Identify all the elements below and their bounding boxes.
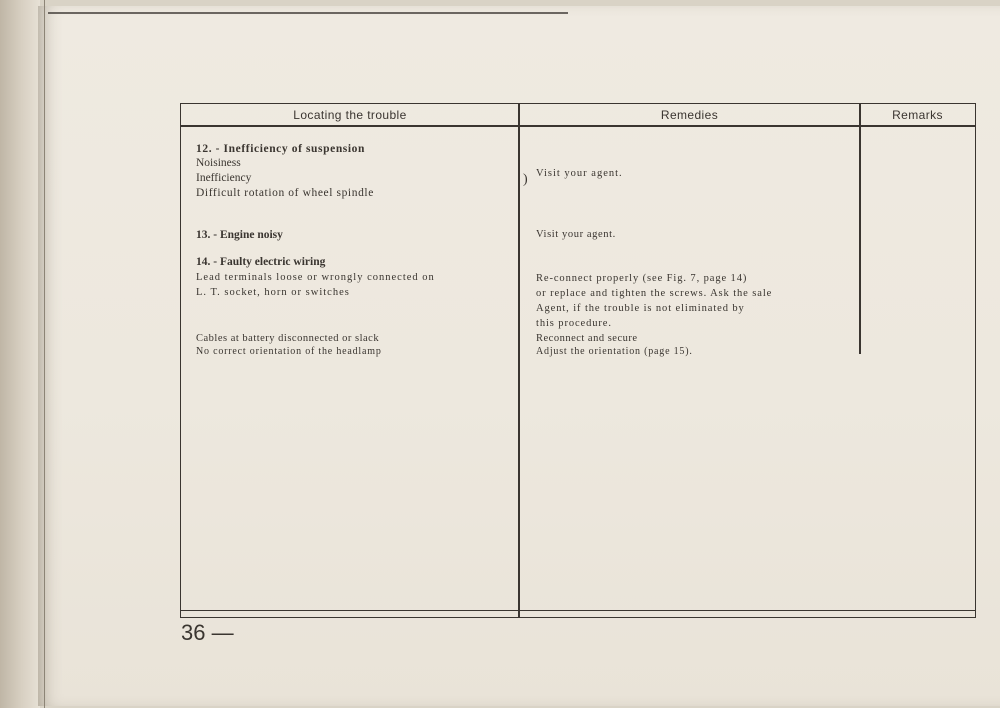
section-12-remedy: Visit your agent.	[536, 168, 623, 179]
table-header-divider	[181, 125, 976, 127]
section-14-remedy: Adjust the orientation (page 15).	[536, 346, 693, 357]
section-14-remedy: Reconnect and secure	[536, 333, 638, 344]
header-remedies: Remedies	[660, 108, 719, 122]
page-number: 36 —	[181, 620, 234, 645]
section-14-cause: L. T. socket, horn or switches	[196, 287, 350, 298]
section-12-item: Noisiness	[196, 157, 241, 169]
column-divider-2	[859, 104, 861, 354]
section-13-title: 13. - Engine noisy	[196, 229, 283, 241]
section-14-cause: Lead terminals loose or wrongly connected on	[196, 272, 435, 283]
section-14-cause: No correct orientation of the headlamp	[196, 346, 382, 357]
section-14-cause: Cables at battery disconnected or slack	[196, 333, 380, 344]
section-14-remedy: or replace and tighten the screws. Ask the sale	[536, 288, 773, 299]
section-12-title: 12. - Inefficiency of suspension	[196, 143, 366, 155]
header-locating-trouble: Locating the trouble	[293, 108, 407, 122]
table-bottom-inner-rule	[181, 610, 976, 611]
section-12-item: Inefficiency	[196, 172, 252, 184]
page-top-edge	[48, 12, 568, 14]
section-12-item: Difficult rotation of wheel spindle	[196, 187, 374, 199]
header-remarks: Remarks	[892, 108, 943, 122]
section-14-title: 14. - Faulty electric wiring	[196, 256, 326, 268]
section-14-remedy: Agent, if the trouble is not eliminated by	[536, 303, 745, 314]
section-14-remedy: this procedure.	[536, 318, 612, 329]
book-spine	[0, 0, 40, 708]
spine-edge	[44, 0, 45, 708]
brace-mark: )	[523, 172, 528, 187]
column-divider-1	[518, 104, 520, 617]
section-13-remedy: Visit your agent.	[536, 229, 616, 240]
section-14-remedy: Re-connect properly (see Fig. 7, page 14)	[536, 273, 748, 284]
